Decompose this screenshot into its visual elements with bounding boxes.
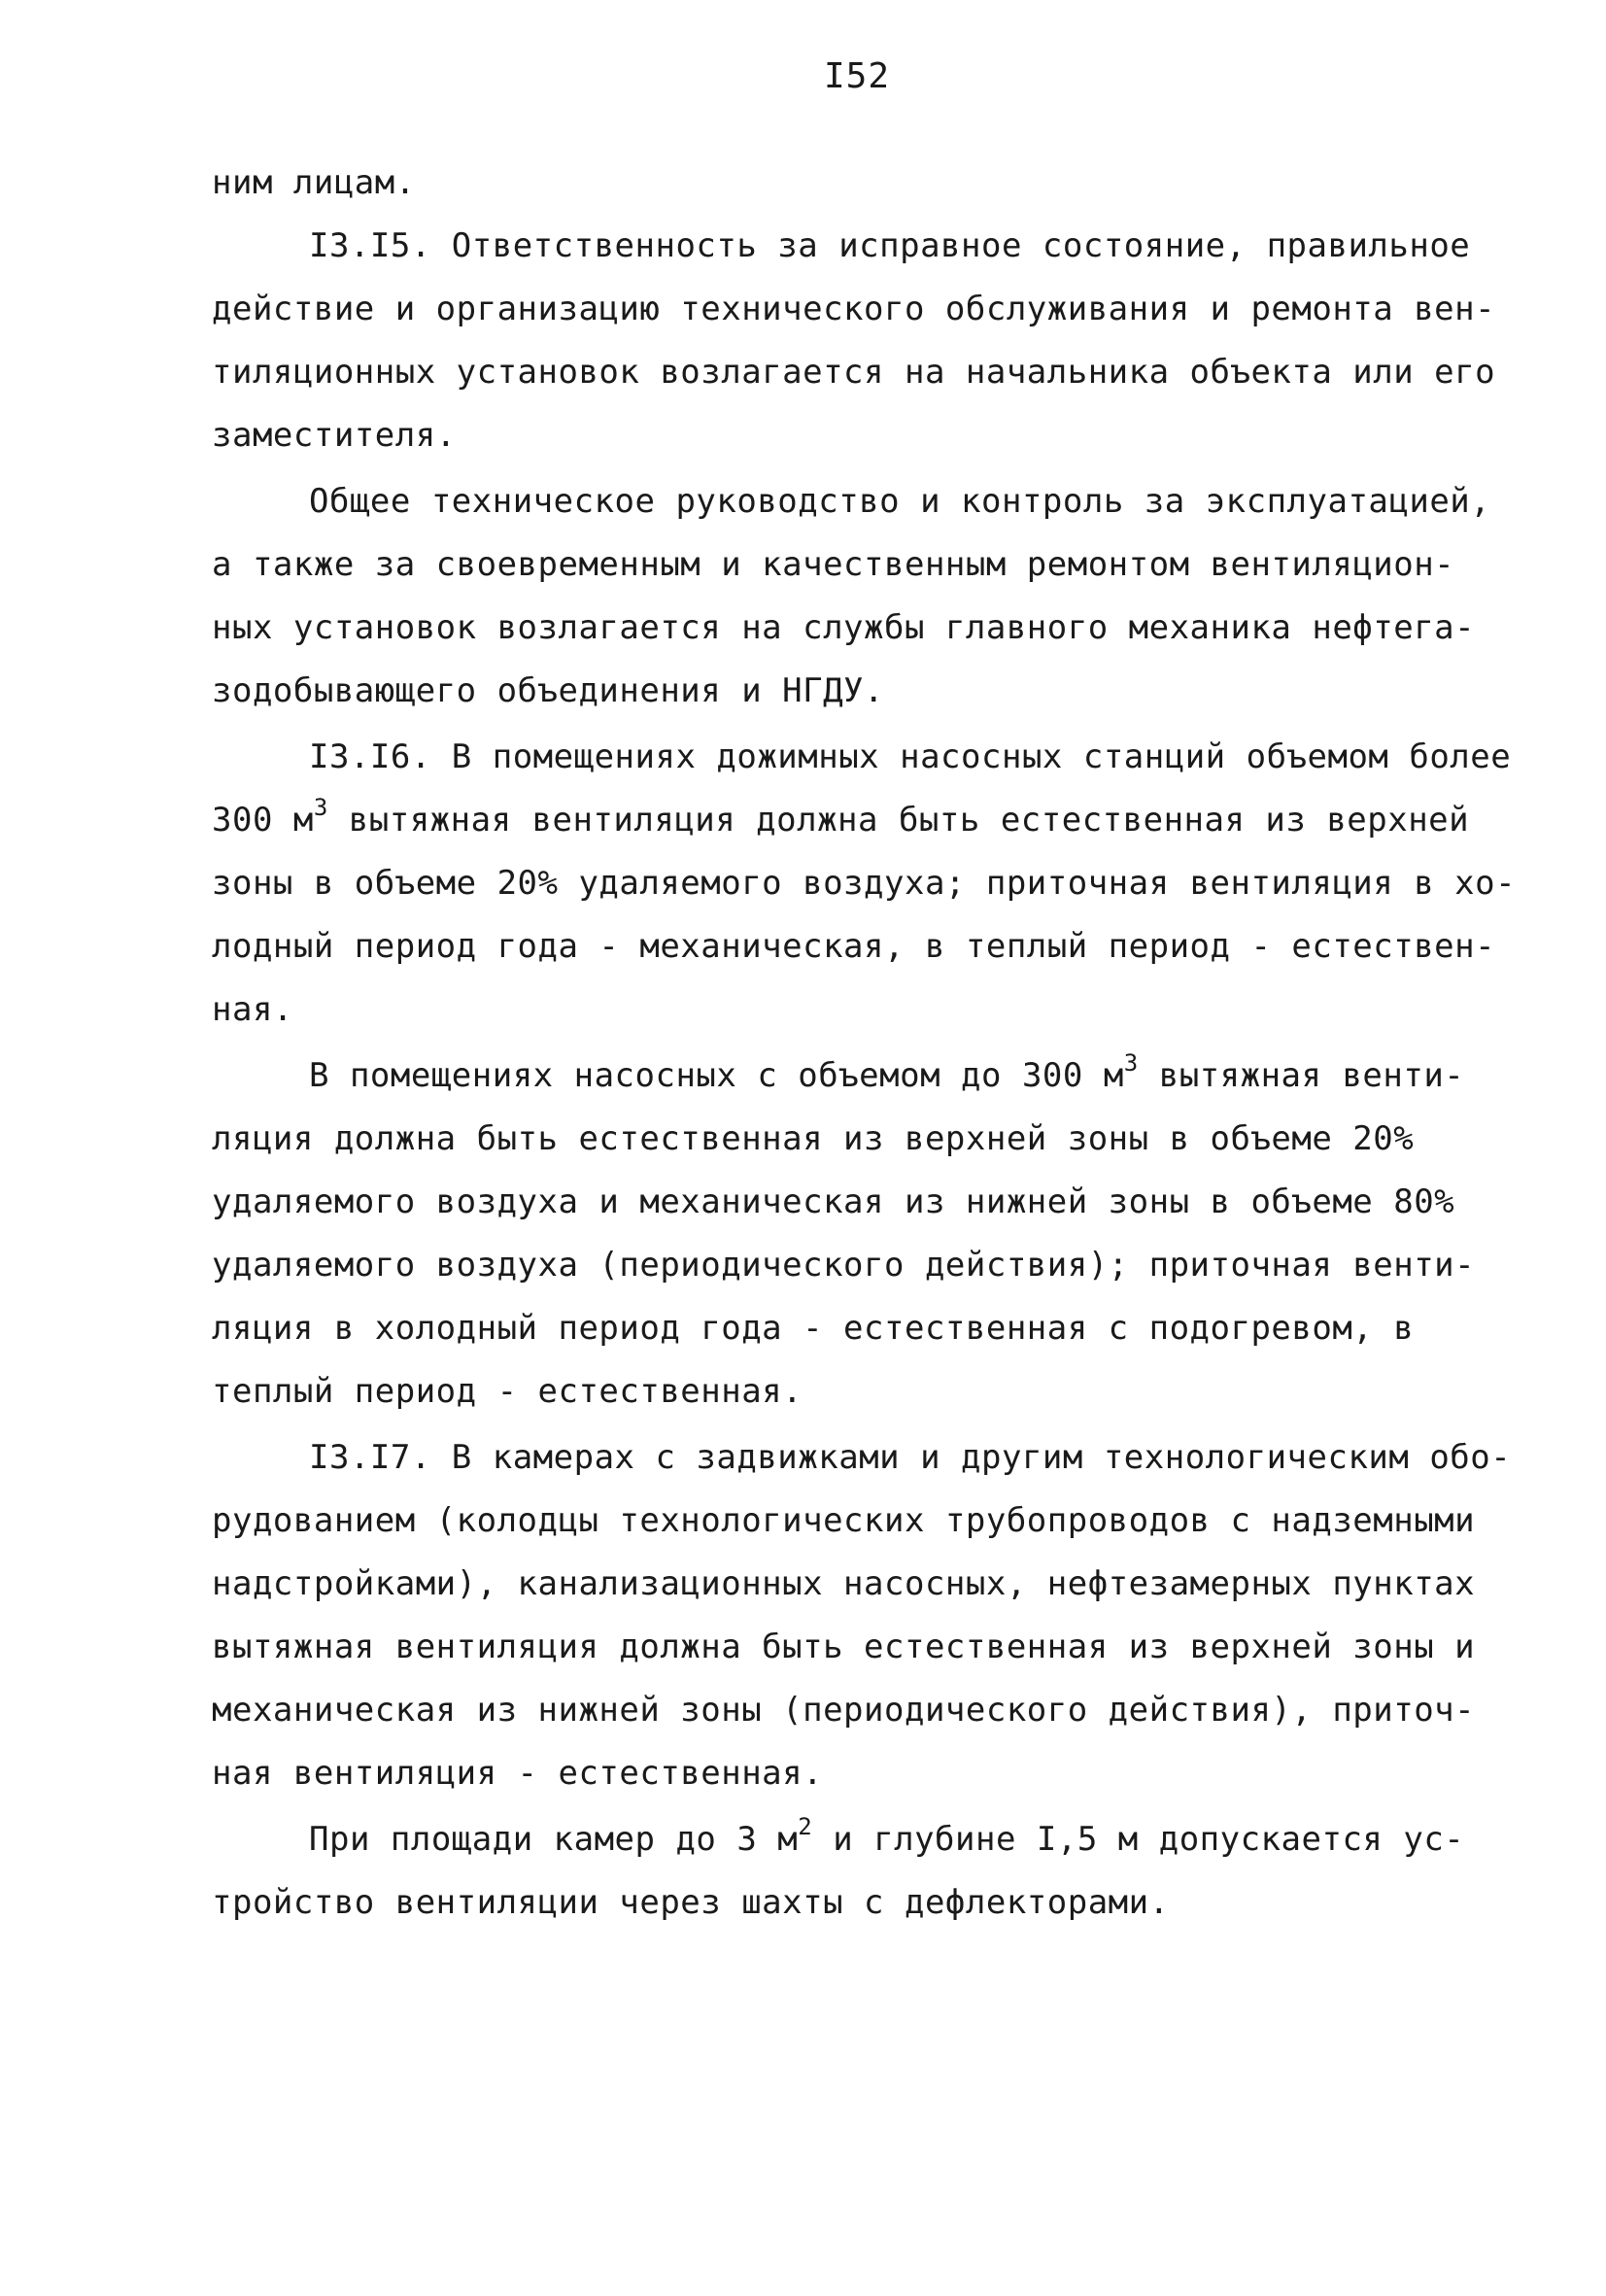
text-segment: и глубине I,5 м допускается ус- bbox=[812, 1820, 1465, 1859]
text-segment: При площади камер до 3 м bbox=[309, 1820, 799, 1859]
text-line: I3.I6. В помещениях дожимных насосных станций объемом более bbox=[309, 737, 1512, 776]
text-line: а также за своевременным и качественным ремонтом вентиляцион- bbox=[212, 545, 1455, 584]
text-line: заместителя. bbox=[212, 416, 457, 455]
text-segment: 300 м bbox=[212, 801, 314, 840]
text-line bbox=[212, 793, 1470, 840]
superscript: 3 bbox=[313, 793, 328, 821]
text-line: вытяжная вентиляция должна быть естественная из верхней зоны и bbox=[212, 1628, 1476, 1666]
text-line: надстройками), канализационных насосных, нефтезамерных пунктах bbox=[212, 1564, 1476, 1603]
text-line: ных установок возлагается на службы главного механика нефтега- bbox=[212, 608, 1476, 647]
text-line: удаляемого воздуха (периодического действия); приточная венти- bbox=[212, 1246, 1476, 1285]
superscript: 3 bbox=[1123, 1048, 1139, 1077]
text-line bbox=[309, 1048, 1465, 1095]
text-line: I3.I7. В камерах с задвижками и другим технологическим обо- bbox=[309, 1438, 1512, 1477]
text-line: Общее техническое руководство и контроль за эксплуатацией, bbox=[309, 482, 1491, 521]
text-line: ляция должна быть естественная из верхней зоны в объеме 20% bbox=[212, 1119, 1415, 1158]
text-line: теплый период - естественная. bbox=[212, 1372, 803, 1411]
text-line: ная вентиляция - естественная. bbox=[212, 1754, 824, 1793]
page-number: I52 bbox=[824, 56, 891, 96]
text-line: тиляционных установок возлагается на начальника объекта или его bbox=[212, 353, 1496, 392]
text-line: рудованием (колодцы технологических трубопроводов с надземными bbox=[212, 1501, 1476, 1540]
text-line: ляция в холодный период года - естественная с подогревом, в bbox=[212, 1309, 1415, 1348]
text-line: ная. bbox=[212, 990, 293, 1029]
text-segment: вытяжная венти- bbox=[1138, 1056, 1465, 1095]
text-line: зодобывающего объединения и НГДУ. bbox=[212, 671, 885, 710]
text-line: тройство вентиляции через шахты с дефлекторами. bbox=[212, 1883, 1170, 1922]
text-line: механическая из нижней зоны (периодического действия), приточ- bbox=[212, 1691, 1476, 1730]
text-line: лодный период года - механическая, в теплый период - естествен- bbox=[212, 927, 1496, 966]
text-line: действие и организацию технического обслуживания и ремонта вен- bbox=[212, 290, 1496, 328]
text-line bbox=[309, 1812, 1465, 1859]
text-segment: В помещениях насосных с объемом до 300 м bbox=[309, 1056, 1124, 1095]
superscript: 2 bbox=[798, 1812, 813, 1840]
text-line: удаляемого воздуха и механическая из нижней зоны в объеме 80% bbox=[212, 1182, 1455, 1221]
text-segment: вытяжная вентиляция должна быть естественная из верхней bbox=[327, 801, 1470, 840]
text-line: ним лицам. bbox=[212, 163, 416, 202]
text-line: зоны в объеме 20% удаляемого воздуха; приточная вентиляция в хо- bbox=[212, 864, 1517, 903]
text-line: I3.I5. Ответственность за исправное состояние, правильное bbox=[309, 226, 1471, 265]
